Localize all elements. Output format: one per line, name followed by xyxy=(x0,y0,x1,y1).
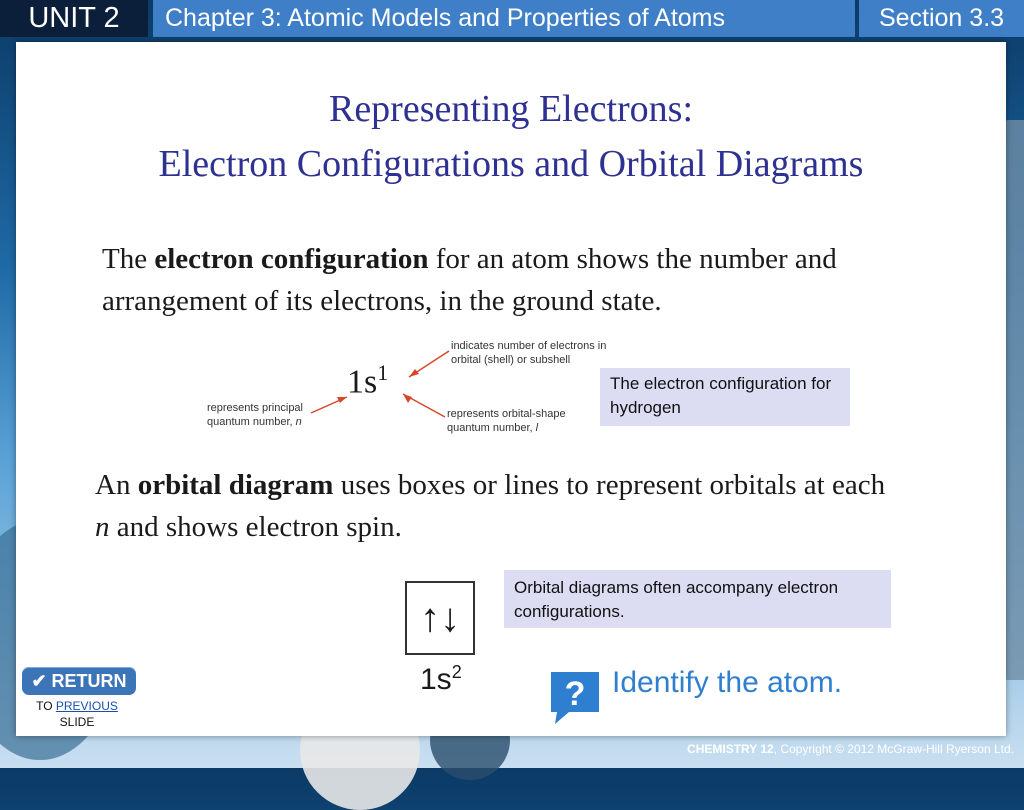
svg-text:?: ? xyxy=(564,675,586,713)
return-subtext xyxy=(22,698,132,730)
electron-config-paragraph xyxy=(102,238,952,322)
note-electron-count: indicates number of electrons in orbital (shell) or subshell xyxy=(451,340,607,366)
footer-copyright-text: , Copyright © 2012 McGraw-Hill Ryerson Ltd. xyxy=(773,742,1014,756)
page-title xyxy=(16,82,1006,192)
note-left-var: n xyxy=(295,416,302,428)
header-bar xyxy=(0,0,1024,37)
note-right-text: represents orbital-shape quantum number, xyxy=(447,408,566,434)
para2-term: orbital diagram xyxy=(137,469,334,501)
orbital-label-main: 1s xyxy=(420,663,452,696)
title-line-2: Electron Configurations and Orbital Diagrams xyxy=(158,143,864,185)
note-orbital-shape xyxy=(447,407,587,435)
title-line-1: Representing Electrons: xyxy=(328,88,694,130)
orbital-label xyxy=(420,662,462,697)
return-check-icon: ✔ xyxy=(31,671,47,691)
config-superscript: 1 xyxy=(377,360,389,385)
para1-term: electron configuration xyxy=(154,243,429,275)
note-right-var: l xyxy=(535,422,539,434)
slide-content xyxy=(16,42,1006,736)
callout-orbital-diagrams: Orbital diagrams often accompany electron configurations. xyxy=(504,570,891,628)
unit-label: UNIT 2 xyxy=(0,0,148,37)
section-label: Section 3.3 xyxy=(859,0,1024,37)
note-principal-quantum xyxy=(207,401,327,429)
return-label: RETURN xyxy=(51,671,127,691)
electron-config-figure xyxy=(201,339,607,444)
config-main: 1s xyxy=(347,363,378,401)
previous-slide-link[interactable]: PREVIOUS xyxy=(55,699,118,713)
footer-copyright xyxy=(687,742,1014,756)
footer-brand: CHEMISTRY 12 xyxy=(687,742,774,756)
return-button[interactable] xyxy=(22,667,136,695)
background-decoration xyxy=(1004,120,1024,680)
para2-post: and shows electron spin. xyxy=(109,511,402,543)
para2-pre: An xyxy=(95,469,138,501)
config-1s1 xyxy=(347,360,388,401)
question-icon xyxy=(551,672,599,724)
orbital-diagram-paragraph xyxy=(95,464,895,548)
note-left-text: represents principal quantum number, xyxy=(207,402,303,428)
chapter-label: Chapter 3: Atomic Models and Properties of Atoms xyxy=(153,0,855,37)
callout-hydrogen: The electron configuration for hydrogen xyxy=(600,368,850,426)
para2-var: n xyxy=(95,511,110,543)
return-sub-to: TO xyxy=(36,699,56,713)
para1-pre: The xyxy=(102,243,155,275)
para1-post: for an atom shows the number and arrangement of its electrons, in the ground state. xyxy=(102,243,837,317)
orbital-label-sup: 2 xyxy=(451,662,462,682)
orbital-box: ↑↓ xyxy=(405,581,475,655)
question-text: Identify the atom. xyxy=(612,666,843,699)
para2-mid: uses boxes or lines to represent orbitals at each xyxy=(333,469,886,501)
return-sub-slide: SLIDE xyxy=(59,715,95,729)
